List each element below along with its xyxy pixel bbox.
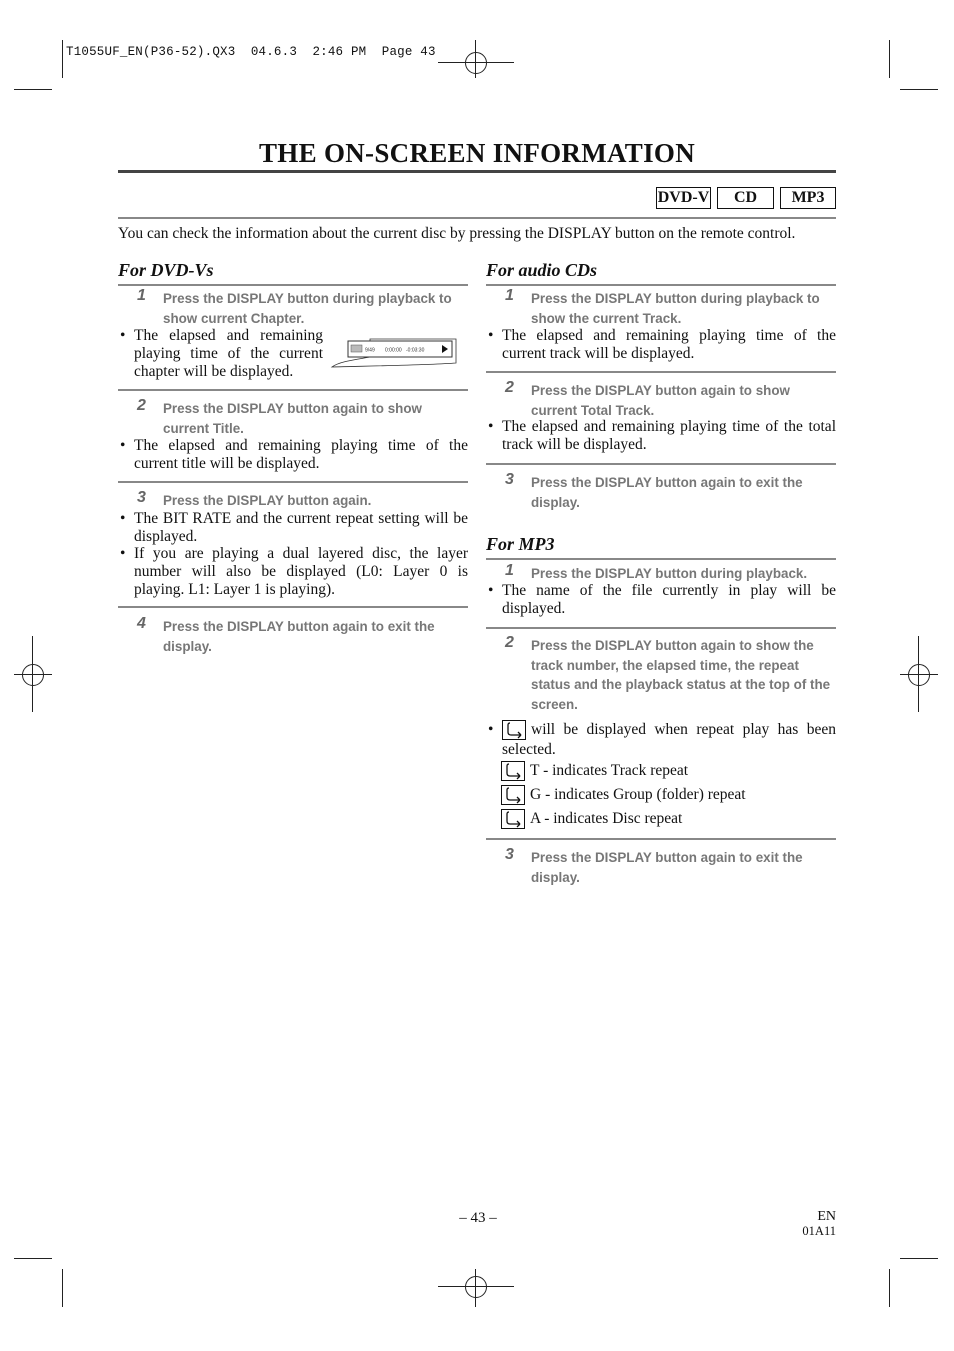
repeat-mode-disc (501, 809, 682, 829)
repeat-mode-group (501, 785, 746, 805)
step-number: 1 (505, 287, 514, 304)
step-text: Press the DISPLAY button again to exit the display. (531, 475, 803, 510)
repeat-mode-text: G - indicates Group (folder) repeat (530, 786, 746, 803)
step-text: Press the DISPLAY button again to exit the display. (163, 619, 435, 654)
section-rule (118, 284, 468, 286)
tags-rule (118, 217, 836, 219)
step-text: Press the DISPLAY button again to show current Title. (163, 401, 422, 436)
step-number: 3 (505, 846, 514, 863)
page-number: – 43 – (459, 1210, 497, 1226)
bullet-text: The elapsed and remaining playing time of the current track will be displayed. (502, 327, 836, 362)
section-rule (118, 389, 468, 391)
crop-mark (900, 1258, 938, 1259)
repeat-mode-text: A - indicates Disc repeat (530, 810, 683, 827)
repeat-icon (501, 785, 525, 805)
bullet-text: If you are playing a dual layered disc, the layer number will also be displayed (L0: Layer 0 is playing. L1: Layer 1 is playing). (134, 545, 468, 598)
section-rule (486, 463, 836, 465)
osd-elapsed: 0:00:00 (385, 347, 402, 354)
step-number: 2 (137, 397, 146, 414)
title-rule (118, 170, 836, 173)
document-code: 01A11 (802, 1224, 836, 1238)
repeat-icon (501, 761, 525, 781)
section-rule (486, 838, 836, 840)
crop-mark (889, 40, 890, 78)
bullet-text: The elapsed and remaining playing time of the current title will be displayed. (134, 437, 468, 472)
step-text: Press the DISPLAY button again to exit the display. (531, 850, 803, 885)
repeat-icon (501, 809, 525, 829)
tag-cd: CD (717, 187, 774, 209)
step-number: 1 (137, 287, 146, 304)
step-text: Press the DISPLAY button again. (163, 493, 372, 508)
step-number: 3 (505, 471, 514, 488)
repeat-mode-track (501, 761, 688, 781)
bullet-text: The elapsed and remaining playing time of the total track will be displayed. (502, 418, 836, 453)
step-text: Press the DISPLAY button during playback to show the current Track. (531, 291, 820, 326)
bullet-text: will be displayed when repeat play has been selected. (502, 721, 836, 759)
intro-paragraph: You can check the information about the current disc by pressing the DISPLAY button on the remote control. (118, 225, 796, 242)
step-number: 1 (505, 562, 514, 579)
section-rule (118, 481, 468, 483)
cd-heading: For audio CDs (486, 260, 598, 280)
section-rule (486, 284, 836, 286)
language-code: EN (817, 1209, 836, 1224)
page-title: THE ON-SCREEN INFORMATION (258, 138, 696, 168)
tag-dvd-v: DVD-V (656, 187, 711, 209)
osd-display-illustration (330, 335, 458, 369)
section-rule (486, 558, 836, 560)
tag-mp3: MP3 (780, 187, 836, 209)
crop-mark (889, 1269, 890, 1307)
step-text: Press the DISPLAY button during playback. (531, 566, 808, 581)
step-number: 2 (505, 634, 514, 651)
section-rule (486, 371, 836, 373)
crop-mark (62, 40, 63, 78)
dvd-heading: For DVD-Vs (118, 260, 214, 280)
bullet-text: The elapsed and remaining playing time of the current chapter will be displayed. (134, 327, 323, 380)
repeat-icon (502, 720, 526, 740)
printer-slug: T1055UF_EN(P36-52).QX3 04.6.3 2:46 PM Page 43 (66, 45, 436, 59)
step-number: 4 (137, 615, 146, 632)
section-rule (486, 627, 836, 629)
mp3-heading: For MP3 (486, 534, 555, 554)
osd-remaining: -0:03:30 (406, 347, 425, 354)
bullet-text: The BIT RATE and the current repeat setting will be displayed. (134, 510, 468, 545)
step-text: Press the DISPLAY button during playback to show current Chapter. (163, 291, 452, 326)
repeat-mode-text: T - indicates Track repeat (530, 762, 689, 779)
crop-mark (62, 1269, 63, 1307)
osd-chapter: 9/49 (365, 347, 375, 354)
step-text: Press the DISPLAY button again to show current Total Track. (531, 383, 790, 418)
step-number: 3 (137, 489, 146, 506)
bullet-text: The name of the file currently in play will be displayed. (502, 582, 836, 617)
section-rule (118, 606, 468, 608)
step-number: 2 (505, 379, 514, 396)
crop-mark (14, 89, 52, 90)
crop-mark (14, 1258, 52, 1259)
step-text: Press the DISPLAY button again to show the track number, the elapsed time, the repeat status and the playback status at the top of the screen. (531, 638, 831, 712)
crop-mark (900, 89, 938, 90)
